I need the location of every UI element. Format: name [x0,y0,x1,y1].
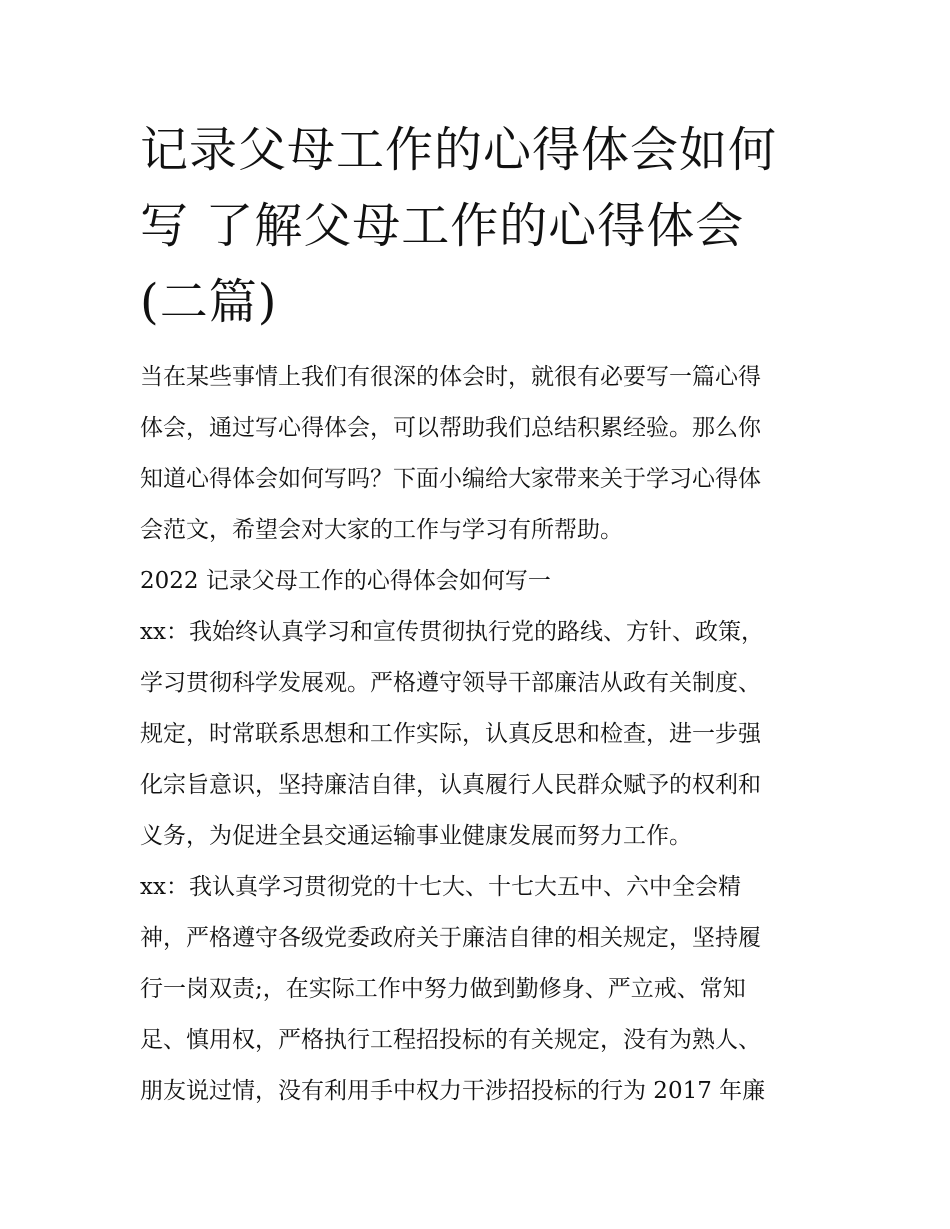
paragraph-line: 行一岗双责;，在实际工作中努力做到勤修身、严立戒、常知 [140,976,746,1002]
title-line: 记录父母工作的心得体会如何 [140,122,778,178]
paragraph-line: 学习贯彻科学发展观。严格遵守领导干部廉洁从政有关制度、 [140,670,761,696]
paragraph-line: 足、慎用权，严格执行工程招投标的有关规定，没有为熟人、 [140,1027,761,1053]
intro-line: 体会，通过写心得体会，可以帮助我们总结积累经验。那么你 [140,415,761,441]
paragraph-line: xx：我认真学习贯彻党的十七大、十七大五中、六中全会精 [140,874,741,900]
paragraph-line: 神，严格遵守各级党委政府关于廉洁自律的相关规定，坚持履 [140,925,761,951]
paragraph-line: 义务，为促进全县交通运输事业健康发展而努力工作。 [140,823,692,849]
paragraph-line: 化宗旨意识，坚持廉洁自律，认真履行人民群众赋予的权利和 [140,772,761,798]
intro-line: 会范文，希望会对大家的工作与学习有所帮助。 [140,517,623,543]
intro-line: 知道心得体会如何写吗？下面小编给大家带来关于学习心得体 [140,466,761,492]
intro-line: 当在某些事情上我们有很深的体会时，就很有必要写一篇心得 [140,364,761,390]
paragraph-line: 朋友说过情，没有利用手中权力干涉招投标的行为 2017 年廉 [140,1078,766,1104]
section-heading: 2022 记录父母工作的心得体会如何写一 [140,568,551,594]
paragraph-line: 规定，时常联系思想和工作实际，认真反思和检查，进一步强 [140,721,761,747]
document-body [140,352,820,1117]
title-line: (二篇) [140,274,278,330]
paragraph-line: xx：我始终认真学习和宣传贯彻执行党的路线、方针、政策， [140,619,764,645]
document-title [140,112,820,340]
title-line: 写 了解父母工作的心得体会 [140,198,745,254]
document-page [140,112,820,1117]
